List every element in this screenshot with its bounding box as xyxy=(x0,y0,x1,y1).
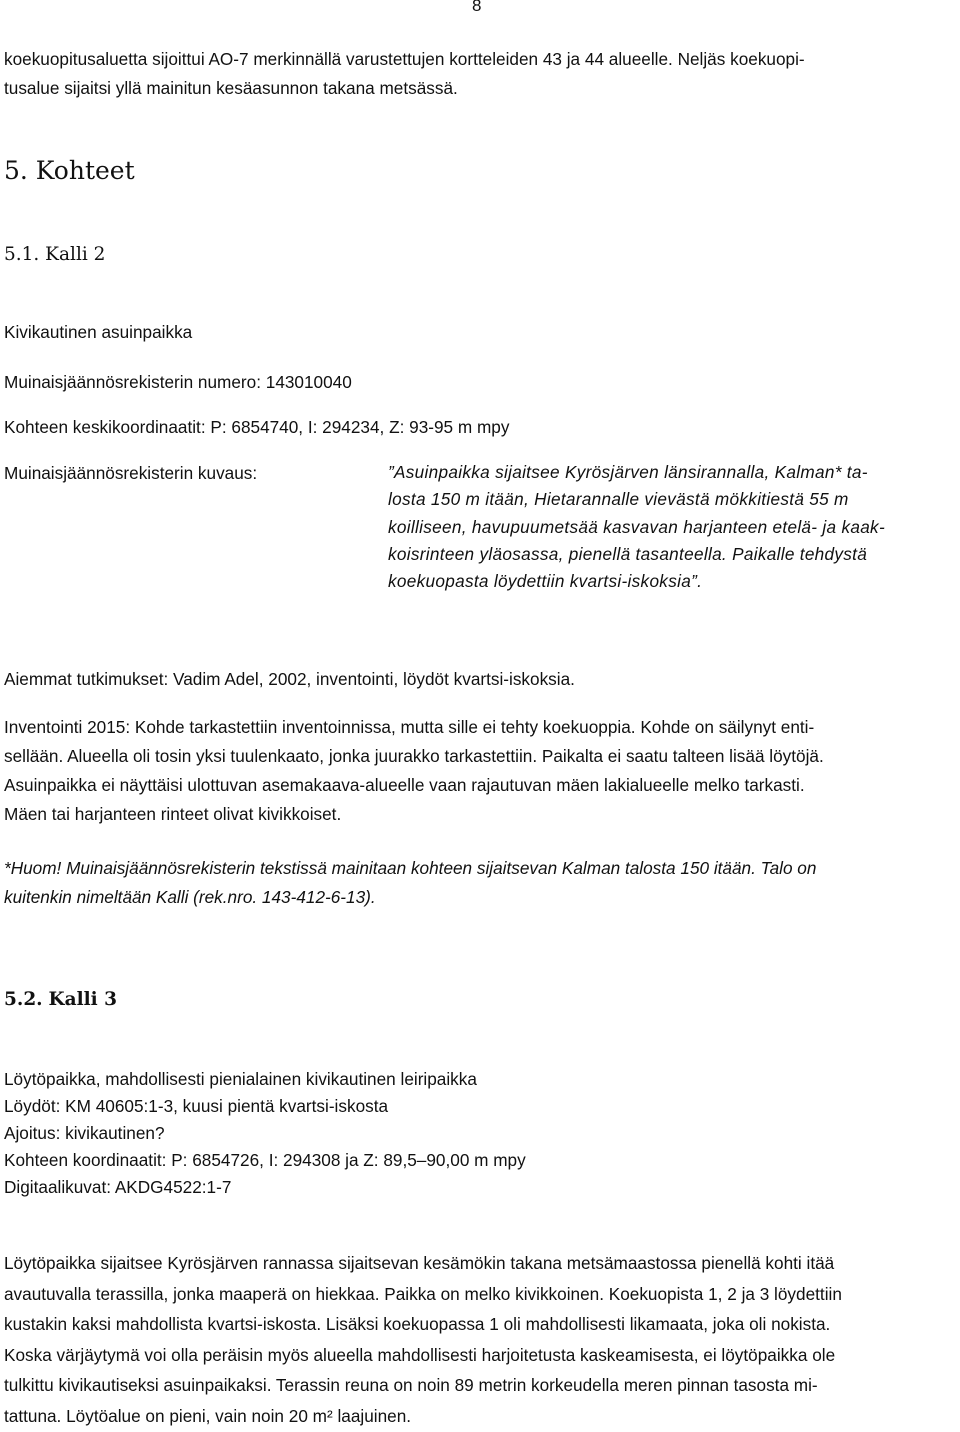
quote-line: ”Asuinpaikka sijaitsee Kyrösjärven länsirannalla, Kalman* ta- xyxy=(388,462,868,482)
detail-line: Löytöpaikka, mahdollisesti pienialainen kivikautinen leiripaikka xyxy=(4,1069,477,1089)
intro-line: tusalue sijaitsi yllä mainitun kesäasunnon takana metsässä. xyxy=(4,78,458,98)
detail-line: Ajoitus: kivikautinen? xyxy=(4,1123,165,1143)
section-heading: 5. Kohteet xyxy=(4,156,135,185)
subsection-heading-kalli-2: 5.1. Kalli 2 xyxy=(4,244,106,265)
quote-line: koilliseen, havupuumetsää kasvavan harjanteen etelä- ja kaak- xyxy=(388,516,885,537)
subsection-heading-kalli-3 xyxy=(4,989,117,1010)
inventory-paragraph xyxy=(4,713,824,829)
detail-line: Löydöt: KM 40605:1-3, kuusi pientä kvartsi-iskosta xyxy=(4,1096,389,1116)
detail-line: Kohteen koordinaatit: P: 6854726, I: 294308 ja Z: 89,5–90,00 m mpy xyxy=(4,1150,526,1170)
inventory-line: sellään. Alueella oli tosin yksi tuulenkaato, jonka juurakko tarkastettiin. Paikalta ei saatu talteen lisää löytöjä. xyxy=(4,746,824,766)
description-label: Muinaisjäännösrekisterin kuvaus: xyxy=(4,463,258,483)
inventory-line: Mäen tai harjanteen rinteet olivat kivikkoiset. xyxy=(4,804,342,824)
body-line: Koska värjäytymä voi olla peräisin myös alueella mahdollisesti harjoitetusta kaskeamisesta, ei löytöpaikka ole xyxy=(4,1344,836,1365)
note-line: kuitenkin nimeltään Kalli (rek.nro. 143-412-6-13). xyxy=(4,887,376,907)
body-line: kustakin kaksi mahdollista kvartsi-iskosta. Lisäksi koekuopassa 1 oli mahdollisesti likamaata, joka oli nokista. xyxy=(4,1314,831,1335)
body-line: avautuvalla terassilla, jonka maaperä on hiekkaa. Paikka on melko kivikkoinen. Koekuopista 1, 2 ja 3 löydettiin xyxy=(4,1283,842,1304)
page-number: 8 xyxy=(472,0,482,15)
quote-line: koekuopasta löydettiin kvartsi-iskoksia”. xyxy=(388,571,703,592)
previous-research: Aiemmat tutkimukset: Vadim Adel, 2002, inventointi, löydöt kvartsi-iskoksia. xyxy=(4,669,575,689)
body-line: Löytöpaikka sijaitsee Kyrösjärven rannassa sijaitsevan kesämökin takana metsämaastossa pienellä kohti itää xyxy=(4,1253,835,1273)
register-number: Muinaisjäännösrekisterin numero: 143010040 xyxy=(4,372,352,392)
register-description-quote xyxy=(388,459,885,595)
detail-line: Digitaalikuvat: AKDG4522:1-7 xyxy=(4,1177,232,1197)
intro-line: koekuopitusaluetta sijoittui AO-7 merkinnällä varustettujen kortteleiden 43 ja 44 alueelle. Neljäs koekuopi- xyxy=(4,49,805,69)
inventory-line: Inventointi 2015: Kohde tarkastettiin inventoinnissa, mutta sille ei tehty koekuoppia. Kohde on säilynyt enti- xyxy=(4,717,815,737)
quote-line: losta 150 m itään, Hietarannalle vievästä mökkitiestä 55 m xyxy=(388,489,849,510)
inventory-line: Asuinpaikka ei näyttäisi ulottuvan asemakaava-alueelle vaan rajautuvan mäen lakialueelle melko tarkasti. xyxy=(4,775,805,795)
body-line: tattuna. Löytöalue on pieni, vain noin 20 m² laajuinen. xyxy=(4,1405,412,1426)
heading-number: 5.2. xyxy=(4,989,43,1010)
intro-paragraph xyxy=(4,45,805,103)
body-line: tulkittu kivikautiseksi asuinpaikaksi. Terassin reuna on noin 89 metrin korkeudella meren pinnan tasosta mi- xyxy=(4,1375,818,1396)
heading-title: Kalli 3 xyxy=(48,989,117,1010)
quote-line: koisrinteen yläosassa, pienellä tasanteella. Paikalle tehdystä xyxy=(388,543,868,564)
note-line: *Huom! Muinaisjäännösrekisterin tekstissä mainitaan kohteen sijaitsevan Kalman talosta 150 itään. Talo on xyxy=(4,858,817,878)
site-type: Kivikautinen asuinpaikka xyxy=(4,322,193,342)
site-body-paragraph xyxy=(4,1248,842,1432)
note-paragraph xyxy=(4,854,816,912)
site-coordinates: Kohteen keskikoordinaatit: P: 6854740, I: 294234, Z: 93-95 m mpy xyxy=(4,417,510,437)
site-details xyxy=(4,1066,526,1201)
